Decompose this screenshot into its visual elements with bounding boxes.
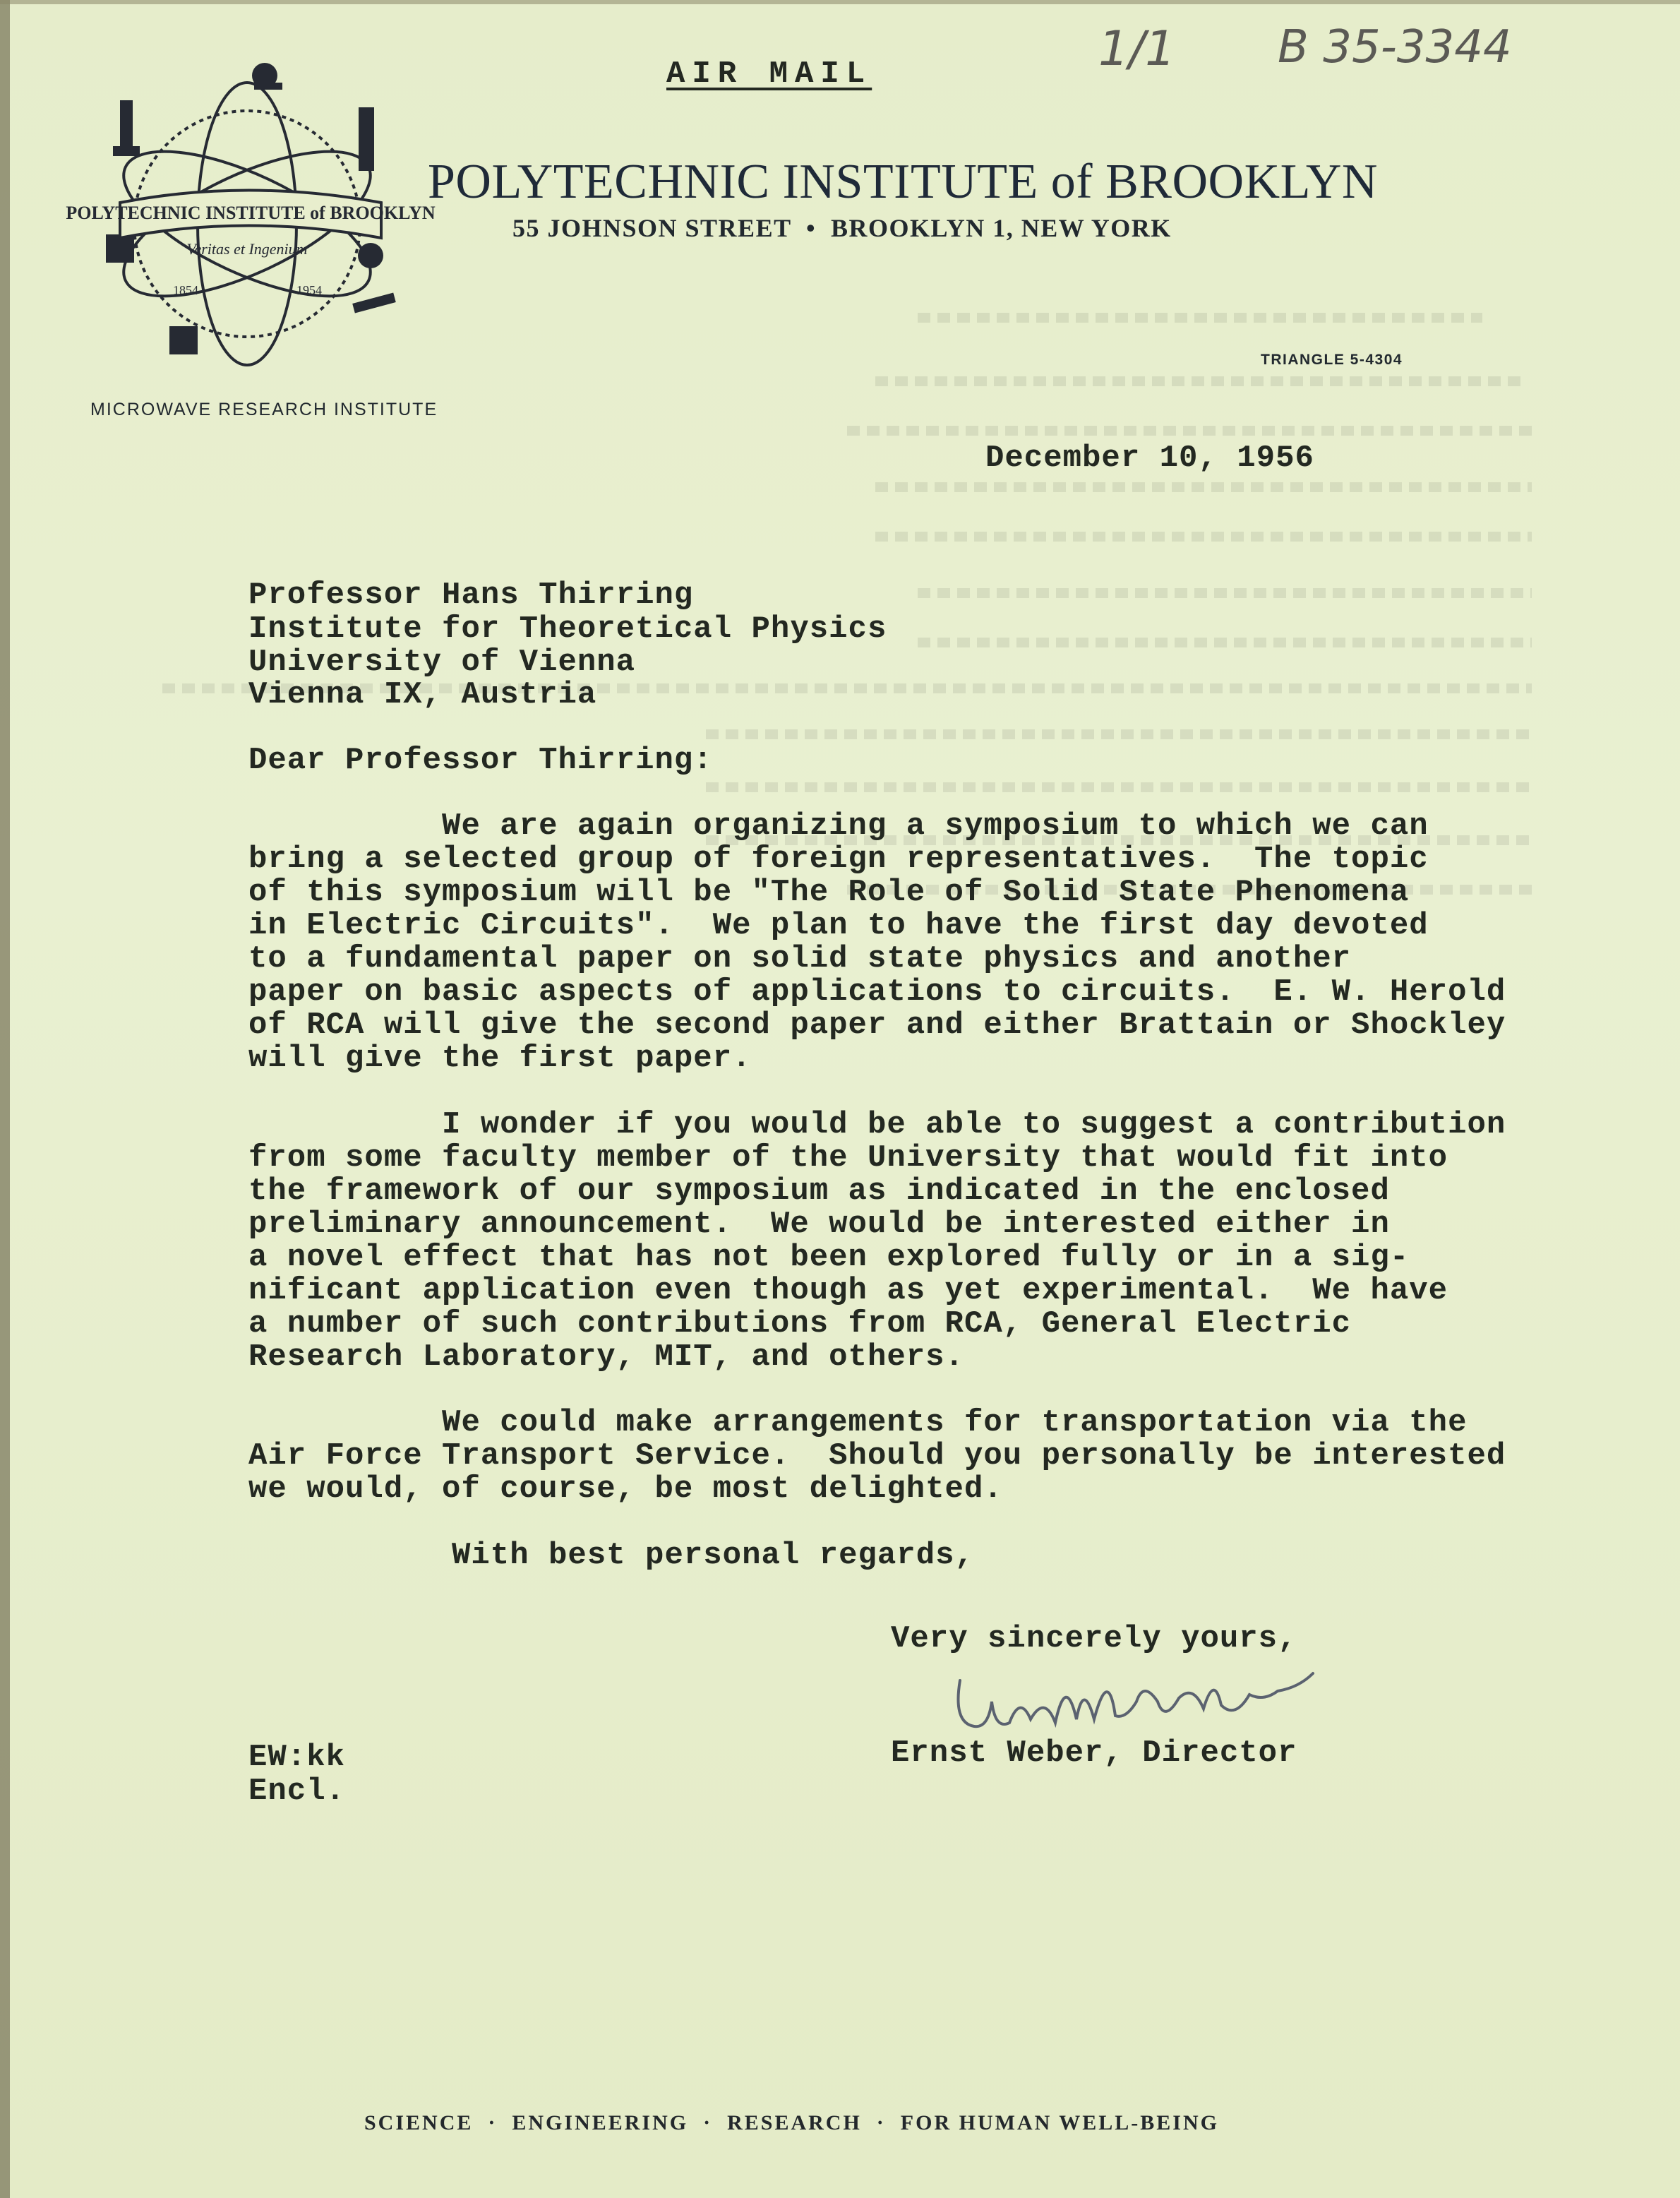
seal-year-left: 1854 xyxy=(173,283,198,297)
recipient-line: Vienna IX, Austria xyxy=(248,677,597,712)
seal-ring-text: POLYTECHNIC INSTITUTE of BROOKLYN xyxy=(66,203,436,223)
body-line: of this symposium will be "The Role of Solid State Phenomena xyxy=(248,875,1410,910)
air-mail-stamp: AIR MAIL xyxy=(666,56,872,92)
body-line: of RCA will give the second paper and either Brattain or Shockley xyxy=(248,1008,1506,1043)
body-line: a novel effect that has not been explored fully or in a sig- xyxy=(248,1240,1410,1275)
signer-name: Ernst Weber, Director xyxy=(891,1736,1297,1771)
body-line: will give the first paper. xyxy=(248,1041,752,1076)
closing-line: Very sincerely yours, xyxy=(891,1621,1297,1656)
paper-edge-top xyxy=(0,0,1680,4)
institute-address: 55 JOHNSON STREET • BROOKLYN 1, NEW YORK xyxy=(512,214,1172,242)
seal-motto: Veritas et Ingenium xyxy=(186,240,308,258)
body-line: in Electric Circuits". We plan to have the first day devoted xyxy=(248,908,1429,943)
body-line: We are again organizing a symposium to which we can xyxy=(248,808,1429,844)
footer-motto: SCIENCE · ENGINEERING · RESEARCH · FOR HUMAN WELL-BEING xyxy=(364,2111,1219,2134)
enclosure-note: Encl. xyxy=(248,1774,346,1809)
recipient-line: Institute for Theoretical Physics xyxy=(248,611,887,647)
body-line: Research Laboratory, MIT, and others. xyxy=(248,1339,964,1375)
body-line: a number of such contributions from RCA, General Electric xyxy=(248,1306,1352,1342)
salutation: Dear Professor Thirring: xyxy=(248,743,713,778)
recipient-line: Professor Hans Thirring xyxy=(248,578,694,613)
recipient-line: University of Vienna xyxy=(248,645,636,680)
letter-date: December 10, 1956 xyxy=(985,441,1314,476)
handwritten-signature xyxy=(932,1652,1398,1744)
division-name: MICROWAVE RESEARCH INSTITUTE xyxy=(90,400,438,419)
handwritten-reference: B 35-3344 xyxy=(1278,21,1512,73)
body-line: I wonder if you would be able to suggest a contribution xyxy=(248,1107,1506,1142)
body-line: from some faculty member of the University that would fit into xyxy=(248,1140,1448,1176)
seal-year-right: 1954 xyxy=(296,283,322,297)
body-line: Air Force Transport Service. Should you personally be interested xyxy=(248,1438,1506,1474)
institute-seal-logo xyxy=(66,58,436,390)
body-line: we would, of course, be most delighted. xyxy=(248,1471,1003,1507)
paper-edge-left xyxy=(0,0,10,2198)
body-line: nificant application even though as yet experimental. We have xyxy=(248,1273,1448,1308)
body-line: preliminary announcement. We would be interested either in xyxy=(248,1207,1390,1242)
body-line: paper on basic aspects of applications to circuits. E. W. Herold xyxy=(248,974,1506,1010)
handwritten-note-1: 1/1 xyxy=(1098,21,1176,77)
body-line: the framework of our symposium as indicated in the enclosed xyxy=(248,1173,1390,1209)
body-line: We could make arrangements for transportation via the xyxy=(248,1405,1468,1440)
body-line: to a fundamental paper on solid state physics and another xyxy=(248,941,1352,976)
phone-number: TRIANGLE 5-4304 xyxy=(1261,352,1403,368)
body-line: bring a selected group of foreign representatives. The topic xyxy=(248,842,1429,877)
regards-line: With best personal regards, xyxy=(452,1538,974,1573)
typist-initials: EW:kk xyxy=(248,1740,346,1775)
institute-name: POLYTECHNIC INSTITUTE of BROOKLYN xyxy=(428,155,1378,209)
